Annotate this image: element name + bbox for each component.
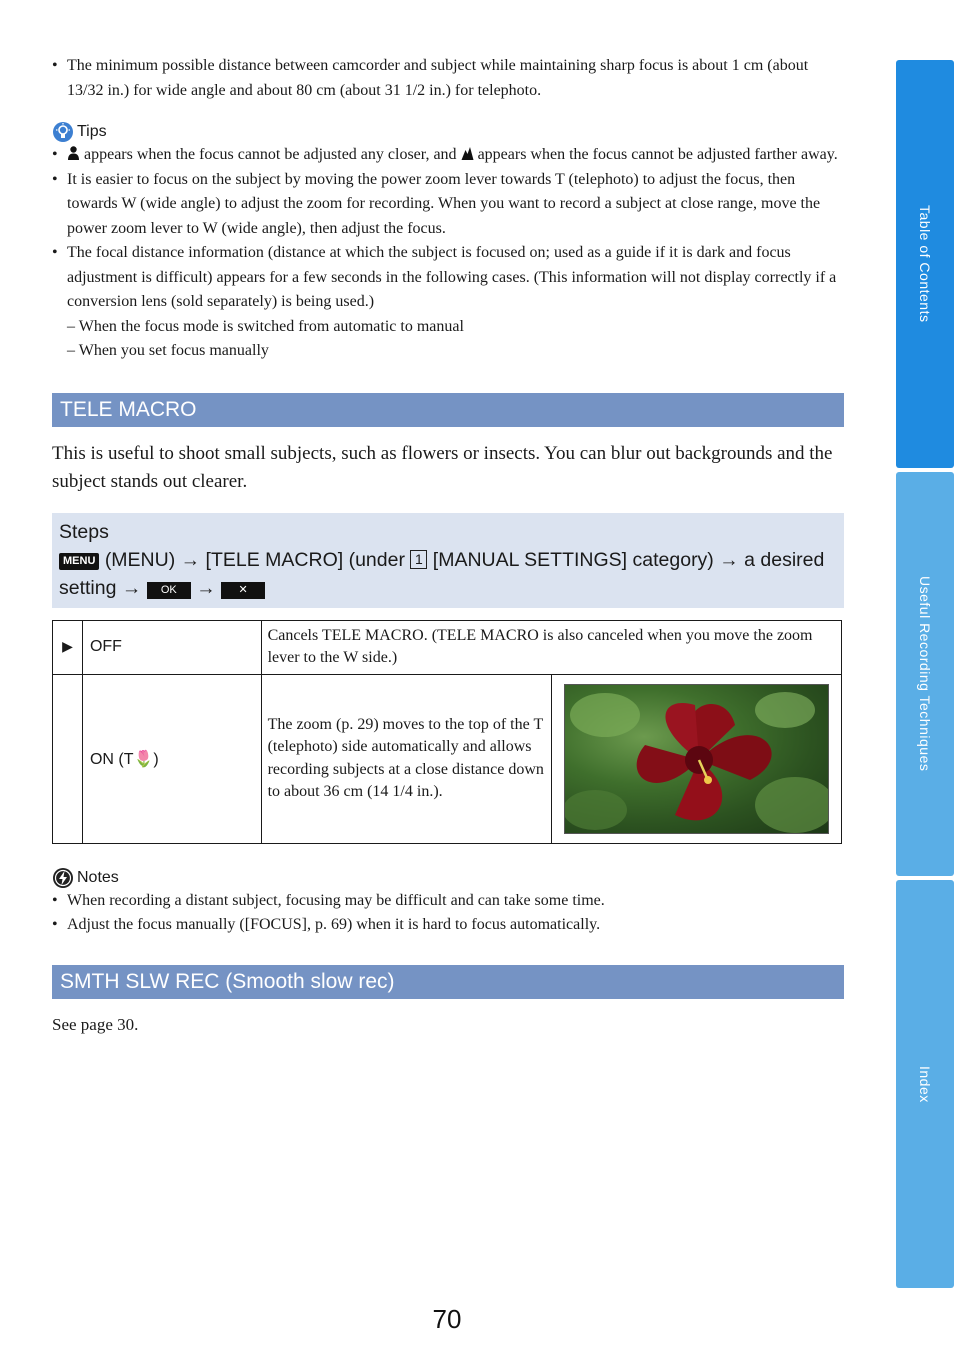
menu-icon: MENU <box>59 553 99 570</box>
page-content <box>52 54 844 1035</box>
list-item: • Adjust the focus manually ([FOCUS], p. 69) when it is hard to focus automatically. <box>52 916 601 933</box>
table-row <box>53 674 842 843</box>
hibiscus-photo <box>564 684 829 834</box>
setting-name: ON (T🌷) <box>82 674 261 843</box>
list-item: • The focal distance information (distance at which the subject is focused on; used as a guide if it is dark and focus adjustment is difficult) appears for a few seconds in the following cases. (This information will not display correctly if a conversion lens (sold separately) is being used.) <box>52 244 837 310</box>
default-marker: ▶ <box>53 620 83 674</box>
setting-name: OFF <box>82 620 261 674</box>
tab-index[interactable] <box>896 880 954 1288</box>
bullet-text: The minimum possible distance between camcorder and subject while maintaining sharp focus is about 1 cm (about 13/32 in.) for wide angle and about 80 cm (about 31 1/2 in.) for telephoto. <box>67 57 809 99</box>
table-row <box>53 620 842 674</box>
tips-label: Tips <box>77 123 107 140</box>
category-number-icon: 1 <box>410 550 427 569</box>
steps-instructions: MENU (MENU) → [TELE MACRO] (under 1 [MANUAL SETTINGS] category) → a desired setting → OK → ✕ <box>59 548 825 599</box>
lightbulb-icon <box>52 121 74 143</box>
sub-list-item: – When you set focus manually <box>67 342 269 359</box>
tab-label: Useful Recording Techniques <box>917 576 933 772</box>
person-focus-icon <box>67 145 80 161</box>
notes-label: Notes <box>77 868 119 886</box>
list-item: • When recording a distant subject, focusing may be difficult and can take some time. <box>52 891 605 909</box>
list-item: • The minimum possible distance between camcorder and subject while maintaining sharp focus is about 1 cm (about 13/32 in.) for wide angle and about 80 cm (about 31 1/2 in.) for telephoto. <box>52 57 809 99</box>
close-button-icon: ✕ <box>221 582 265 599</box>
tips-heading <box>52 121 844 143</box>
steps-box <box>52 513 844 608</box>
list-item: • appears when the focus cannot be adjusted any closer, and appears when the focus cannot be adjusted farther away. <box>52 146 838 163</box>
section-heading-smth-slw-rec: SMTH SLW REC (Smooth slow rec) <box>52 965 844 999</box>
sample-image-cell <box>552 674 842 843</box>
tele-macro-intro: This is useful to shoot small subjects, such as flowers or insects. You can blur out backgrounds and the subject stands out clearer. <box>52 442 833 492</box>
mountain-focus-icon <box>461 145 474 161</box>
flower-image <box>565 685 829 834</box>
notes-heading <box>52 867 844 889</box>
list-item: • It is easier to focus on the subject by moving the power zoom lever towards T (telephoto) to adjust the focus, then towards W (wide angle) to adjust the zoom for recording. When you want to record a subject at close range, move the power zoom lever to W (wide angle), then adjust the focus. <box>52 170 821 237</box>
sub-list-item: – When the focus mode is switched from automatic to manual <box>67 317 464 335</box>
steps-label: Steps <box>59 520 109 543</box>
default-marker <box>53 674 83 843</box>
tab-label: Table of Contents <box>917 205 933 323</box>
ok-button-icon: OK <box>147 582 191 599</box>
tab-useful-recording-techniques[interactable] <box>896 472 954 876</box>
page-number: 70 <box>432 1304 462 1334</box>
setting-description: The zoom (p. 29) moves to the top of the T (telephoto) side automatically and allows recording subjects at a close distance down to about 36 cm (14 1/4 in.). <box>261 674 551 843</box>
settings-table <box>52 620 842 844</box>
tab-label: Index <box>917 1065 933 1103</box>
tab-table-of-contents[interactable] <box>896 60 954 468</box>
setting-description: Cancels TELE MACRO. (TELE MACRO is also canceled when you move the zoom lever to the W side.) <box>261 620 841 674</box>
see-page-text: See page 30. <box>52 1014 139 1034</box>
section-heading-tele-macro: TELE MACRO <box>52 393 844 427</box>
warning-icon <box>52 867 74 889</box>
